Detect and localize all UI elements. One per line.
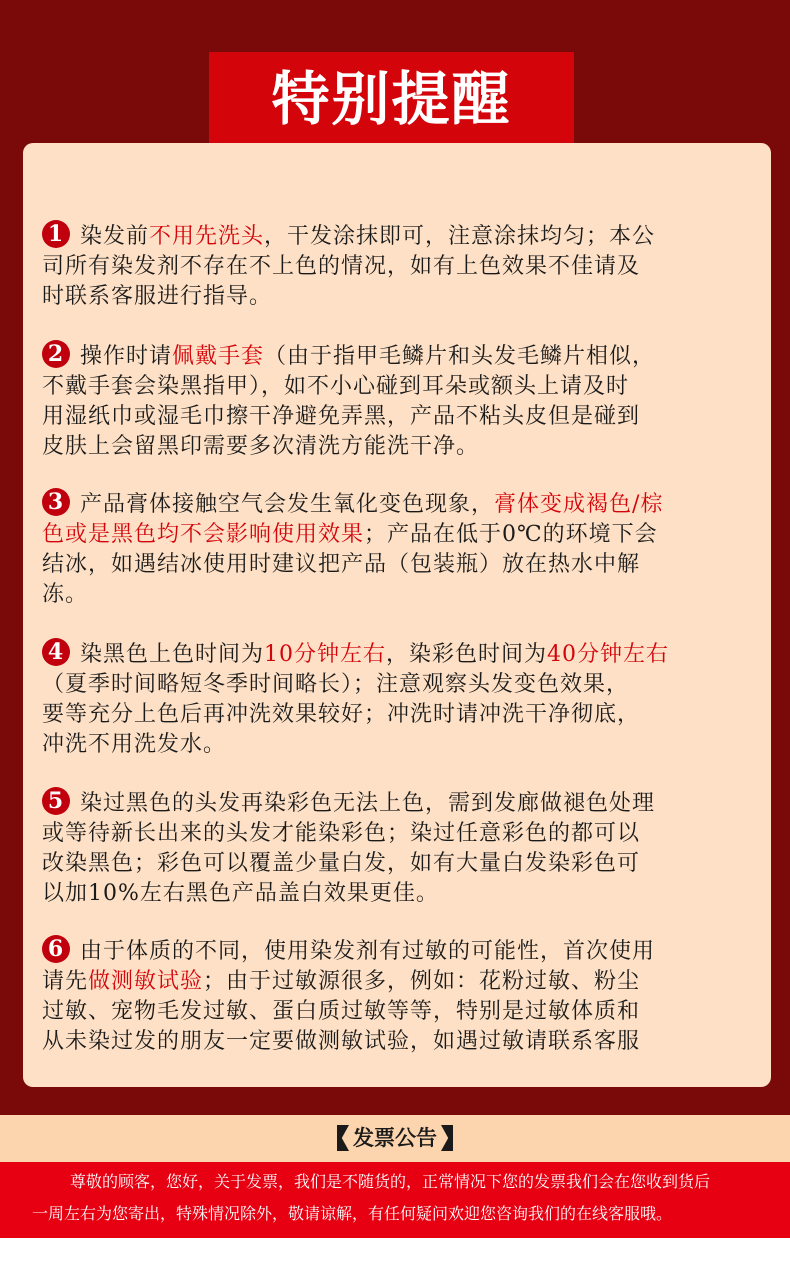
notice-line-2: 一周左右为您寄出，特殊情况除外，敬请谅解，有任何疑问欢迎您咨询我们的在线客服哦。 xyxy=(32,1204,673,1223)
item-line xyxy=(42,967,732,997)
item-line xyxy=(42,670,732,700)
item-line xyxy=(42,402,732,432)
body-text: 要等充分上色后再冲洗效果较好；冲洗时请冲洗干净彻底， xyxy=(42,702,641,727)
item-line xyxy=(42,730,732,760)
number-badge: 5 xyxy=(42,787,70,815)
item-line xyxy=(42,849,732,879)
body-text: 染过黑色的头发再染彩色无法上色，需到发廊做褪色处理 xyxy=(80,791,656,816)
body-text: 以加10%左右黑色产品盖白效果更佳。 xyxy=(42,881,439,906)
item-line xyxy=(42,819,732,849)
body-text: （夏季时间略短冬季时间略长）；注意观察头发变色效果， xyxy=(42,672,630,697)
body-text: ；产品在低于0℃的环境下会 xyxy=(364,522,658,547)
body-text: 司所有染发剂不存在不上色的情况，如有上色效果不佳请及 xyxy=(42,254,641,279)
body-text: 不戴手套会染黑指甲），如不小心碰到耳朵或额头上请及时 xyxy=(42,374,630,399)
body-text: 用湿纸巾或湿毛巾擦干净避免弄黑，产品不粘头皮但是碰到 xyxy=(42,404,641,429)
body-text: ，干发涂抹即可，注意涂抹均匀；本公 xyxy=(264,224,656,249)
item-line xyxy=(42,700,732,730)
body-text: 冲洗不用洗发水。 xyxy=(42,732,227,757)
body-text: ，染彩色时间为 xyxy=(386,642,548,667)
number-badge: 6 xyxy=(42,935,70,963)
item-line xyxy=(42,488,732,520)
reminder-item-5 xyxy=(42,787,732,909)
body-text: 时联系客服进行指导。 xyxy=(42,284,273,309)
highlight-text: 10分钟左右 xyxy=(264,642,387,667)
body-text: 改染黑色；彩色可以覆盖少量白发，如有大量白发染彩色可 xyxy=(42,851,641,876)
bracket-left-icon xyxy=(337,1125,349,1151)
item-line xyxy=(42,997,732,1027)
reminder-item-6 xyxy=(42,935,732,1057)
reminder-item-1 xyxy=(42,220,732,312)
item-line xyxy=(42,1027,732,1057)
item-line xyxy=(42,935,732,967)
item-line xyxy=(42,787,732,819)
body-text: 由于体质的不同，使用染发剂有过敏的可能性，首次使用 xyxy=(80,939,656,964)
body-text: （由于指甲毛鳞片和头发毛鳞片相似， xyxy=(264,344,656,369)
number-badge: 1 xyxy=(42,220,70,248)
item-line xyxy=(42,432,732,462)
body-text: 从未染过发的朋友一定要做测敏试验，如遇过敏请联系客服 xyxy=(42,1029,641,1054)
notice-body xyxy=(0,1162,790,1238)
item-line xyxy=(42,372,732,402)
item-line xyxy=(42,340,732,372)
body-text: 皮肤上会留黑印需要多次清洗方能洗干净。 xyxy=(42,434,480,459)
number-badge: 2 xyxy=(42,340,70,368)
reminder-item-4 xyxy=(42,638,732,760)
highlight-text: 色或是黑色均不会影响使用效果 xyxy=(42,522,365,547)
highlight-text: 做测敏试验 xyxy=(88,969,204,994)
highlight-text: 佩戴手套 xyxy=(172,344,265,369)
body-text: 染黑色上色时间为 xyxy=(80,642,265,667)
highlight-text: 40分钟左右 xyxy=(547,642,670,667)
item-line xyxy=(42,550,732,580)
item-line xyxy=(42,282,732,312)
body-text: 请先 xyxy=(42,969,89,994)
body-text: 或等待新长出来的头发才能染彩色；染过任意彩色的都可以 xyxy=(42,821,641,846)
item-line xyxy=(42,638,732,670)
number-badge: 4 xyxy=(42,638,70,666)
notice-header xyxy=(0,1115,790,1162)
body-text: 操作时请 xyxy=(80,344,173,369)
number-badge: 3 xyxy=(42,488,70,516)
notice-title: 发票公告 xyxy=(353,1126,437,1150)
notice-line-1: 尊敬的顾客，您好，关于发票，我们是不随货的，正常情况下您的发票我们会在您收到货后 xyxy=(70,1172,711,1191)
item-line xyxy=(42,580,732,610)
body-text: ；由于过敏源很多，例如：花粉过敏、粉尘 xyxy=(203,969,641,994)
item-line xyxy=(42,520,732,550)
body-text: 染发前 xyxy=(80,224,150,249)
body-text: 结冰，如遇结冰使用时建议把产品（包装瓶）放在热水中解 xyxy=(42,552,641,577)
bracket-right-icon xyxy=(441,1125,453,1151)
body-text: 冻。 xyxy=(42,582,89,607)
page-title: 特别提醒 xyxy=(271,65,512,133)
body-text: 过敏、宠物毛发过敏、蛋白质过敏等等，特别是过敏体质和 xyxy=(42,999,641,1024)
highlight-text: 膏体变成褐色/棕 xyxy=(494,492,664,517)
item-line xyxy=(42,220,732,252)
item-line xyxy=(42,252,732,282)
highlight-text: 不用先洗头 xyxy=(149,224,265,249)
reminder-item-2 xyxy=(42,340,732,462)
reminder-item-3 xyxy=(42,488,732,610)
item-line xyxy=(42,879,732,909)
notice-title-wrap xyxy=(0,1123,790,1153)
body-text: 产品膏体接触空气会发生氧化变色现象， xyxy=(80,492,495,517)
